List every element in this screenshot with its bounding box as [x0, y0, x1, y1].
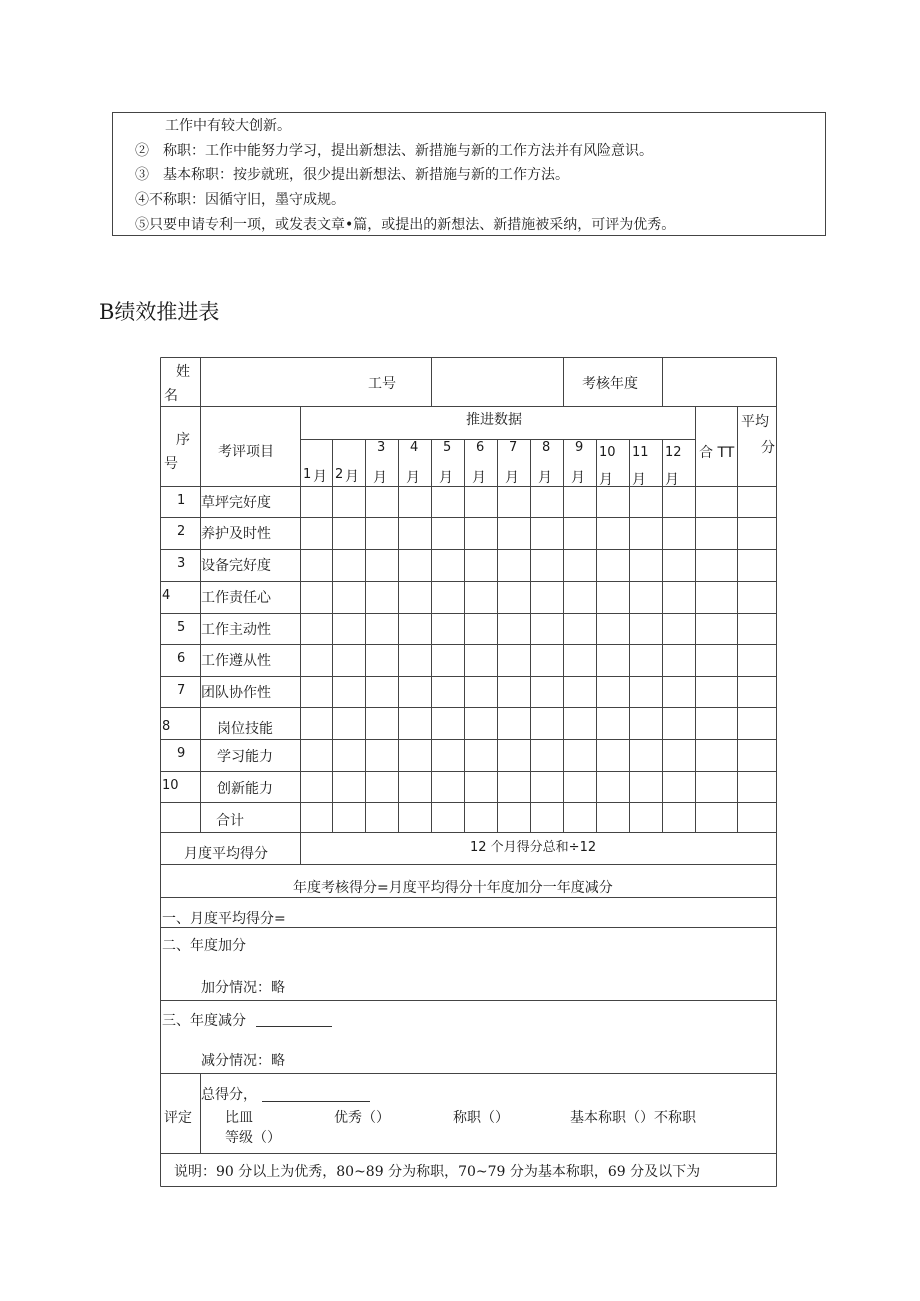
item-number: 6 [177, 651, 186, 666]
score-cell[interactable] [630, 550, 661, 580]
score-cell[interactable] [630, 487, 661, 516]
score-cell[interactable] [301, 550, 331, 580]
month-number: 1 [303, 467, 312, 482]
item-number: 3 [177, 556, 186, 571]
score-cell[interactable] [498, 645, 529, 675]
item-name: 创新能力 [217, 781, 273, 797]
score-cell[interactable] [564, 487, 595, 516]
score-cell[interactable] [366, 772, 397, 801]
item-name: 设备完好度 [201, 558, 271, 574]
score-cell[interactable] [333, 645, 364, 675]
score-cell[interactable] [630, 772, 661, 801]
month-number: 2 [335, 467, 344, 482]
score-cell[interactable] [663, 740, 694, 770]
month-number: 12 [665, 445, 682, 460]
score-cell[interactable] [399, 487, 430, 516]
score-cell[interactable] [465, 645, 496, 675]
score-cell[interactable] [663, 708, 694, 738]
bonus-details: 加分情况：略 [201, 980, 285, 996]
score-cell[interactable] [564, 582, 595, 612]
month-unit: 月 [632, 472, 646, 488]
score-cell[interactable] [597, 614, 628, 643]
score-cell[interactable] [366, 677, 397, 706]
score-cell[interactable] [597, 708, 628, 738]
monthly-average-section: 一、月度平均得分= [162, 911, 286, 927]
score-cell[interactable] [465, 772, 496, 801]
month-unit: 月 [599, 472, 613, 488]
score-cell[interactable] [564, 645, 595, 675]
score-cell[interactable] [498, 518, 529, 548]
criteria-line: ② 称职：工作中能努力学习，提出新想法、新措施与新的工作方法并有风险意识。 [135, 143, 653, 159]
score-cell[interactable] [333, 772, 364, 801]
month-number: 4 [410, 440, 419, 455]
average-label: 平均 [741, 414, 769, 430]
item-name: 养护及时性 [201, 526, 271, 542]
monthly-average-label: 月度平均得分 [184, 846, 268, 862]
score-cell[interactable] [399, 614, 430, 643]
month-unit: 月 [406, 470, 420, 486]
criteria-line: ④不称职：因循守旧，墨守成规。 [135, 192, 345, 208]
score-cell[interactable] [564, 740, 595, 770]
score-cell[interactable] [333, 740, 364, 770]
score-cell[interactable] [498, 772, 529, 801]
score-cell[interactable] [498, 550, 529, 580]
score-cell[interactable] [564, 772, 595, 801]
score-cell[interactable] [564, 518, 595, 548]
month-unit: 月 [373, 470, 387, 486]
score-cell[interactable] [432, 708, 463, 738]
score-cell[interactable] [597, 772, 628, 801]
score-cell[interactable] [399, 645, 430, 675]
item-number: 2 [177, 524, 186, 539]
sum-label: 合计 [216, 813, 244, 829]
score-cell[interactable] [465, 708, 496, 738]
item-number: 10 [162, 778, 179, 793]
month-header [431, 439, 464, 485]
month-header [300, 439, 332, 485]
score-cell[interactable] [663, 645, 694, 675]
score-cell[interactable] [465, 550, 496, 580]
score-cell[interactable] [432, 740, 463, 770]
item-name: 岗位技能 [217, 721, 273, 737]
month-header [662, 439, 695, 488]
month-unit: 月 [665, 472, 679, 488]
employee-id-label: 工号 [368, 376, 396, 392]
score-cell[interactable] [597, 518, 628, 548]
section-title: B绩效推进表 [99, 300, 220, 324]
month-unit: 月 [505, 470, 519, 486]
score-cell[interactable] [630, 708, 661, 738]
grade-label: 比皿 [225, 1110, 253, 1126]
month-number: 10 [599, 445, 616, 460]
score-cell[interactable] [630, 645, 661, 675]
name-label: 姓 [176, 364, 190, 380]
annual-deduction-section: 三、年度减分 [162, 1013, 246, 1029]
item-label: 考评项目 [218, 444, 274, 460]
score-cell[interactable] [564, 677, 595, 706]
month-number: 6 [476, 440, 485, 455]
item-name: 工作责任心 [201, 590, 271, 606]
criteria-line: ⑤只要申请专利一项，或发表文章•篇，或提出的新想法、新措施被采纳，可评为优秀。 [135, 217, 676, 233]
month-number: 7 [509, 440, 518, 455]
score-cell[interactable] [663, 518, 694, 548]
score-cell[interactable] [498, 740, 529, 770]
item-number: 4 [162, 588, 171, 603]
month-header [464, 439, 497, 485]
score-cell[interactable] [597, 582, 628, 612]
score-cell[interactable] [399, 582, 430, 612]
score-cell[interactable] [531, 582, 562, 612]
score-cell[interactable] [663, 772, 694, 801]
basic-competent-option[interactable]: 基本称职（）不称职 [570, 1110, 696, 1126]
grade-label-2[interactable]: 等级（） [225, 1130, 281, 1146]
month-header [629, 439, 662, 488]
item-name: 草坪完好度 [201, 495, 271, 511]
total-score-blank[interactable] [262, 1101, 370, 1102]
score-cell[interactable] [399, 708, 430, 738]
score-cell[interactable] [663, 487, 694, 516]
score-cell[interactable] [333, 677, 364, 706]
score-cell[interactable] [366, 518, 397, 548]
performance-table [160, 357, 777, 1187]
total-label: 合 TT [699, 445, 735, 461]
score-cell[interactable] [597, 487, 628, 516]
month-header [596, 439, 629, 488]
score-cell[interactable] [531, 677, 562, 706]
score-cell[interactable] [333, 582, 364, 612]
score-cell[interactable] [399, 518, 430, 548]
criteria-line: 工作中有较大创新。 [165, 118, 291, 134]
score-cell[interactable] [630, 740, 661, 770]
score-cell[interactable] [630, 677, 661, 706]
month-unit: 月 [472, 470, 486, 486]
score-cell[interactable] [663, 614, 694, 643]
monthly-average-formula: 12 个月得分总和÷12 [470, 840, 597, 855]
score-cell[interactable] [301, 772, 331, 801]
score-cell[interactable] [301, 740, 331, 770]
score-cell[interactable] [333, 518, 364, 548]
month-number: 5 [443, 440, 452, 455]
score-cell[interactable] [432, 582, 463, 612]
annual-bonus-section: 二、年度加分 [162, 938, 246, 954]
month-unit: 月 [538, 470, 552, 486]
score-cell[interactable] [333, 708, 364, 738]
item-number: 9 [177, 746, 186, 761]
competent-option[interactable]: 称职（） [453, 1110, 509, 1126]
score-cell[interactable] [531, 772, 562, 801]
deduction-details: 减分情况：略 [201, 1053, 285, 1069]
month-unit: 月 [571, 470, 585, 486]
score-cell[interactable] [531, 645, 562, 675]
month-header [332, 439, 365, 485]
score-cell[interactable] [531, 708, 562, 738]
score-cell[interactable] [597, 740, 628, 770]
seq-label-2: 号 [164, 456, 178, 472]
score-cell[interactable] [465, 518, 496, 548]
score-cell[interactable] [564, 550, 595, 580]
month-header [497, 439, 530, 485]
month-number: 8 [542, 440, 551, 455]
score-cell[interactable] [531, 740, 562, 770]
score-cell[interactable] [498, 582, 529, 612]
excellent-option[interactable]: 优秀（） [334, 1110, 390, 1126]
score-cell[interactable] [465, 487, 496, 516]
score-cell[interactable] [597, 550, 628, 580]
score-cell[interactable] [531, 518, 562, 548]
criteria-line: ③ 基本称职：按步就班，很少提出新想法、新措施与新的工作方法。 [135, 167, 569, 183]
month-number: 3 [377, 440, 386, 455]
score-cell[interactable] [366, 487, 397, 516]
score-cell[interactable] [465, 740, 496, 770]
score-cell[interactable] [399, 677, 430, 706]
score-cell[interactable] [531, 487, 562, 516]
score-cell[interactable] [366, 614, 397, 643]
score-cell[interactable] [301, 487, 331, 516]
score-cell[interactable] [366, 740, 397, 770]
month-unit: 月 [345, 469, 359, 485]
score-cell[interactable] [432, 772, 463, 801]
month-unit: 月 [313, 469, 327, 485]
deduction-blank[interactable] [256, 1026, 332, 1027]
item-number: 7 [177, 683, 186, 698]
evaluation-label: 评定 [164, 1110, 192, 1126]
score-cell[interactable] [301, 645, 331, 675]
name-label-2: 名 [164, 388, 178, 404]
score-cell[interactable] [465, 677, 496, 706]
score-cell[interactable] [465, 614, 496, 643]
score-cell[interactable] [366, 645, 397, 675]
month-header [398, 439, 431, 485]
score-cell[interactable] [432, 614, 463, 643]
score-cell[interactable] [531, 550, 562, 580]
data-label: 推进数据 [466, 412, 522, 428]
score-cell[interactable] [663, 677, 694, 706]
total-score-label: 总得分， [201, 1087, 257, 1103]
score-cell[interactable] [399, 550, 430, 580]
score-cell[interactable] [498, 614, 529, 643]
score-cell[interactable] [301, 614, 331, 643]
score-cell[interactable] [399, 740, 430, 770]
score-cell[interactable] [663, 550, 694, 580]
item-number: 5 [177, 620, 186, 635]
score-cell[interactable] [301, 677, 331, 706]
score-cell[interactable] [498, 708, 529, 738]
score-cell[interactable] [432, 645, 463, 675]
score-cell[interactable] [432, 487, 463, 516]
item-name: 学习能力 [217, 749, 273, 765]
score-cell[interactable] [630, 582, 661, 612]
score-cell[interactable] [498, 487, 529, 516]
score-cell[interactable] [564, 708, 595, 738]
score-cell[interactable] [663, 582, 694, 612]
score-cell[interactable] [597, 677, 628, 706]
score-cell[interactable] [366, 582, 397, 612]
score-cell[interactable] [432, 550, 463, 580]
month-number: 9 [575, 440, 584, 455]
assessment-year-label: 考核年度 [582, 376, 638, 392]
score-cell[interactable] [366, 708, 397, 738]
month-header [530, 439, 563, 485]
score-cell[interactable] [333, 487, 364, 516]
score-cell[interactable] [531, 614, 562, 643]
criteria-box [112, 112, 826, 236]
score-cell[interactable] [465, 582, 496, 612]
score-cell[interactable] [399, 772, 430, 801]
score-cell[interactable] [630, 614, 661, 643]
score-cell[interactable] [432, 677, 463, 706]
item-number: 1 [177, 493, 186, 508]
month-unit: 月 [439, 470, 453, 486]
score-cell[interactable] [301, 582, 331, 612]
annual-score-formula: 年度考核得分=月度平均得分十年度加分一年度减分 [293, 880, 613, 896]
score-cell[interactable] [564, 614, 595, 643]
score-cell[interactable] [301, 708, 331, 738]
score-cell[interactable] [333, 614, 364, 643]
item-name: 工作主动性 [201, 622, 271, 638]
item-name: 工作遵从性 [201, 653, 271, 669]
score-cell[interactable] [630, 518, 661, 548]
score-cell[interactable] [366, 550, 397, 580]
month-header [563, 439, 596, 485]
score-cell[interactable] [597, 645, 628, 675]
item-number: 8 [162, 719, 171, 734]
month-header [365, 439, 398, 485]
score-cell[interactable] [498, 677, 529, 706]
item-name: 团队协作性 [201, 685, 271, 701]
score-cell[interactable] [432, 518, 463, 548]
month-number: 11 [632, 445, 649, 460]
note-text: 说明：90 分以上为优秀，80~89 分为称职，70~79 分为基本称职，69 分及以下为 [174, 1164, 701, 1180]
seq-label: 序 [176, 432, 190, 448]
score-cell[interactable] [333, 550, 364, 580]
score-cell[interactable] [301, 518, 331, 548]
average-label-2: 分 [761, 440, 775, 456]
